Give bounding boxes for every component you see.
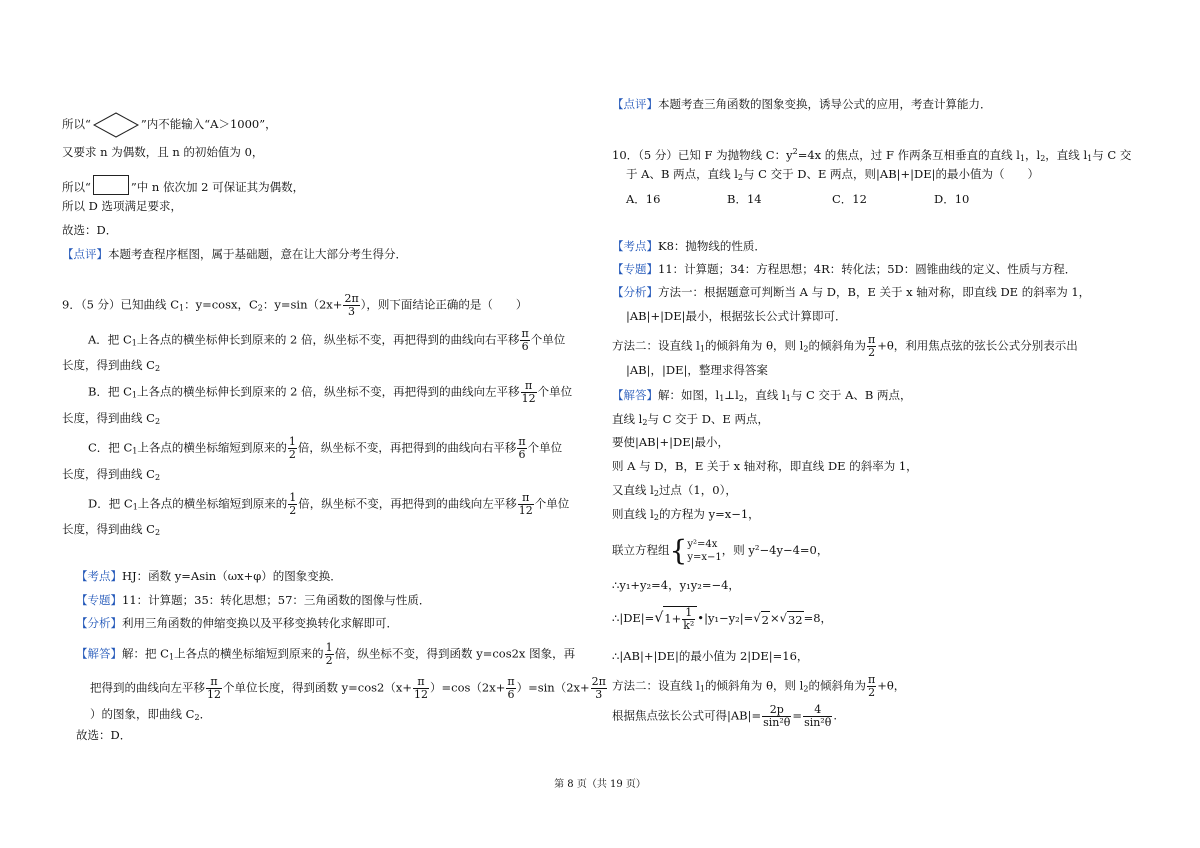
fraction [520, 328, 529, 353]
sqrt-icon: √ [654, 610, 664, 626]
fraction [288, 492, 297, 517]
den: 12 [521, 392, 536, 405]
sub: 2 [257, 303, 263, 313]
sub: 1 [1019, 153, 1026, 163]
fraction [506, 676, 515, 701]
radicand: 32 [787, 612, 803, 627]
sub: 1 [132, 446, 138, 456]
den: 2 [868, 686, 876, 699]
sub: 2 [642, 418, 648, 427]
num: π [518, 435, 526, 448]
option-10d: D．10 [934, 192, 970, 206]
den: 3 [595, 688, 603, 701]
option-c-cont [62, 466, 160, 486]
equation: y²=4x [687, 539, 718, 550]
option-10c: C．12 [832, 192, 867, 206]
option-b-cont [62, 410, 160, 430]
den: 2 [289, 504, 297, 517]
fenxi-10 [612, 284, 1090, 300]
text: 的倾斜角为 θ，则 l [704, 678, 804, 693]
line-l1 [62, 112, 277, 138]
sub: 2 [1040, 153, 1046, 163]
comment-tag: 【点评】 [62, 247, 108, 261]
sub: 1 [131, 338, 137, 348]
question-9 [62, 293, 527, 318]
jieda-9 [76, 642, 575, 667]
sqrt-icon: √ [779, 611, 787, 625]
text: 本题考查三角函数的图象变换，诱导公式的应用，考查计算能力． [658, 97, 992, 111]
num: π [598, 675, 606, 688]
text: 方法二：设直线 l [612, 338, 700, 353]
kaodian-9 [76, 568, 342, 584]
sqrt-icon: √ [753, 611, 761, 625]
num: 1 [682, 607, 695, 620]
text: A．把 C [88, 332, 132, 347]
fraction [867, 674, 876, 699]
comment-tag: 【点评】 [612, 97, 658, 111]
text: B．把 C [88, 384, 132, 399]
text: 个单位 [530, 332, 566, 347]
num: 2 [591, 675, 599, 688]
text: = [792, 708, 803, 723]
fenxi-9 [76, 615, 398, 631]
text: 上各点的横坐标伸长到原来的 2 倍，纵坐标不变，再把得到的曲线向左平移 [137, 384, 520, 399]
text: 联立方程组 [612, 543, 670, 557]
fenxi-10-line2: |AB|+|DE|最小，根据弦长公式计算即可． [626, 309, 847, 323]
text: 长度，得到曲线 C [62, 522, 155, 536]
fraction [206, 676, 222, 701]
num: π [351, 292, 359, 305]
text: 本题考查程序框图，属于基础题，意在让大部分考生得分． [108, 247, 407, 261]
text: •|y₁−y₂|= [697, 611, 754, 625]
choose-9: 故选：D． [76, 728, 132, 742]
option-a [88, 328, 565, 353]
text: 的倾斜角为 θ，则 l [704, 338, 804, 353]
option-b [88, 380, 572, 405]
jieda-10-line3: 要使|AB|+|DE|最小， [612, 435, 730, 449]
text: 个单位 [534, 496, 570, 511]
text: 与 C 交于 A、B 两点， [790, 388, 912, 402]
den: 6 [521, 340, 529, 353]
den: 6 [507, 688, 515, 701]
jieda-10-line8: ∴y₁+y₂=4，y₁y₂=−4， [612, 578, 740, 592]
text: ”内不能输入“A＞1000”， [140, 117, 277, 131]
text: 个单位长度，得到函数 y=cos2（x+ [223, 680, 412, 695]
text: 根据焦点弦长公式可得|AB|= [612, 708, 762, 723]
sub: 1 [1087, 153, 1093, 163]
line-l4: 所以 D 选项满足要求， [62, 199, 183, 213]
question-10 [612, 144, 1131, 167]
page-footer: 第 8 页（共 19 页） [554, 779, 646, 790]
num: 1 [325, 641, 333, 654]
den: 6 [518, 448, 526, 461]
text: ：y=sin（2x+ [262, 297, 343, 312]
text: 方法一：根据题意可判断当 A 与 D，B，E 关于 x 轴对称，即直线 DE 的斜率为 1， [658, 285, 1091, 299]
sub: 2 [154, 473, 161, 482]
den: 12 [207, 688, 221, 701]
kaodian-tag: 【考点】 [612, 239, 658, 253]
den: 12 [414, 688, 428, 701]
equation-system [687, 538, 721, 564]
text: 长度，得到曲线 C [62, 411, 155, 425]
text: ，直线 l [1045, 147, 1088, 162]
option-10a: A．16 [626, 192, 661, 206]
jieda-10-line2 [612, 411, 769, 431]
text: K8：抛物线的性质． [658, 239, 766, 253]
jieda-tag: 【解答】 [612, 388, 658, 402]
num: 2p [762, 704, 791, 717]
jieda-10-line9 [612, 606, 832, 632]
text: 上各点的横坐标缩短到原来的 [137, 496, 288, 511]
text: . [833, 708, 837, 723]
num: π [206, 676, 222, 689]
fraction [591, 676, 607, 701]
text: ：y=cosx，C [184, 297, 258, 312]
equation: y=x−1 [687, 552, 722, 563]
fenxi-tag: 【分析】 [612, 285, 658, 299]
sub: 1 [699, 344, 705, 354]
num: 2 [344, 292, 352, 305]
diamond-shape-icon [93, 112, 139, 138]
fraction [682, 607, 695, 632]
sub: 1 [699, 684, 705, 694]
text: 与 C 交 [1092, 147, 1132, 162]
option-10b: B．14 [727, 192, 762, 206]
line-l5: 故选：D． [62, 223, 118, 237]
sub: 1 [131, 390, 137, 400]
text: 解：把 C [122, 646, 169, 661]
num: 4 [803, 704, 832, 717]
sub: 2 [803, 344, 809, 354]
sup: 2 [792, 147, 798, 156]
radicand: 2 [761, 612, 769, 627]
text: 所以“ [62, 117, 91, 131]
num: 1 [289, 491, 297, 504]
num: π [507, 675, 515, 688]
text: ）=sin（2x+ [516, 680, 590, 695]
jieda-9-line3 [90, 706, 211, 726]
zhuanti-9 [76, 592, 430, 608]
comment-prev [612, 96, 992, 112]
fraction [521, 380, 537, 405]
sub: 2 [738, 394, 744, 403]
fraction [517, 436, 526, 461]
den: 2 [288, 448, 296, 461]
text: 上各点的横坐标缩短到原来的 [137, 440, 287, 455]
text: ”中 n 依次加 2 可保证其为偶数， [130, 180, 305, 194]
sub: 2 [803, 684, 809, 694]
kaodian-10 [612, 238, 766, 254]
text: 则直线 l [612, 507, 654, 521]
text: 与 C 交于 D、E 两点， [647, 412, 769, 426]
sub: 2 [194, 713, 200, 722]
text: =8， [803, 611, 833, 625]
text: 长度，得到曲线 C [62, 358, 155, 372]
sub: 2 [154, 364, 161, 373]
text: × [769, 611, 780, 625]
text: 于 A、B 两点，直线 l [626, 167, 738, 181]
text: 直线 l [612, 412, 643, 426]
fenxi-10-line4: |AB|，|DE|，整理求得答案 [626, 363, 768, 377]
text: 倍，纵坐标不变，得到函数 y=cos2x 图象，再 [334, 646, 576, 661]
text: 的倾斜角为 [808, 678, 866, 693]
text: 解：如图，l [658, 388, 720, 402]
text: 的方程为 y=x−1， [658, 507, 760, 521]
fraction [325, 642, 334, 667]
zhuanti-tag: 【专题】 [612, 262, 658, 276]
jieda-10-line7 [612, 534, 829, 567]
num: π [521, 327, 529, 340]
num: π [413, 676, 429, 689]
radicand [663, 606, 697, 632]
jieda-10-line5 [612, 482, 737, 502]
sub: 1 [785, 394, 791, 403]
text: ）的图象，即曲线 C [90, 707, 195, 721]
text: HJ：函数 y=Asin（ωx+φ）的图象变换． [122, 569, 342, 583]
text: 长度，得到曲线 C [62, 467, 155, 481]
den: 2 [868, 346, 876, 359]
sub: 1 [168, 652, 175, 662]
comment-l6 [62, 246, 407, 262]
zhuanti-10 [612, 261, 1076, 277]
text: 把得到的曲线向左平移 [90, 680, 205, 695]
line-l2: 又要求 n 为偶数，且 n 的初始值为 0， [62, 145, 264, 159]
kaodian-tag: 【考点】 [76, 569, 122, 583]
num: 1 [288, 435, 296, 448]
option-d-cont [62, 521, 160, 541]
text: +θ， [877, 678, 906, 693]
sub: 1 [179, 303, 185, 313]
den: sin²θ [804, 716, 832, 729]
option-d [88, 492, 569, 517]
num: π [867, 333, 876, 346]
brace-icon: { [669, 534, 688, 567]
text: 倍，纵坐标不变，再把得到的曲线向左平移 [298, 496, 517, 511]
fraction [867, 334, 876, 359]
text: 9．（5 分）已知曲线 C [62, 297, 179, 312]
fraction [343, 293, 359, 318]
question-10-cont [626, 166, 1039, 186]
den: k² [683, 619, 695, 632]
option-c [88, 436, 562, 461]
sub: 2 [653, 513, 659, 522]
process-box-icon [93, 175, 129, 195]
text: C．把 C [88, 440, 133, 455]
text: ，则 y²−4y−4=0， [721, 543, 829, 557]
text: 的倾斜角为 [808, 338, 866, 353]
text: ⊥l [724, 388, 739, 402]
text: 个单位 [537, 384, 573, 399]
fenxi-tag: 【分析】 [76, 616, 122, 630]
line-l3 [62, 175, 304, 195]
sub: 2 [154, 417, 161, 426]
fraction [803, 704, 832, 729]
text: 过点（1，0）， [658, 483, 737, 497]
sub: 2 [653, 489, 659, 498]
jieda-10-line11 [612, 674, 905, 699]
jieda-10-line12 [612, 704, 837, 729]
den: 12 [518, 504, 533, 517]
sub: 1 [719, 394, 725, 403]
jieda-10-line10: ∴|AB|+|DE|的最小值为 2|DE|=16， [612, 649, 809, 663]
text: 10．（5 分）已知 F 为抛物线 C：y [612, 147, 793, 162]
fraction [413, 676, 429, 701]
text: 利用三角函数的伸缩变换以及平移变换转化求解即可． [122, 616, 398, 630]
text: 又直线 l [612, 483, 654, 497]
text: ），则下面结论正确的是（ ） [360, 297, 528, 312]
den: 2 [325, 654, 333, 667]
text: ∴|DE|= [612, 611, 655, 625]
text: 11：计算题；35：转化思想；57：三角函数的图像与性质． [122, 593, 431, 607]
text: +θ，利用焦点弦的弦长公式分别表示出 [877, 338, 1078, 353]
text: =4x 的焦点，过 F 作两条互相垂直的直线 l [797, 147, 1020, 162]
sub: 2 [737, 173, 743, 182]
text: ． [199, 707, 212, 721]
text: ，直线 l [743, 388, 786, 402]
num: π [867, 673, 876, 686]
fraction [762, 704, 791, 729]
text: 11：计算题；34：方程思想；4R：转化法；5D：圆锥曲线的定义、性质与方程． [658, 262, 1077, 276]
text: 个单位 [527, 440, 563, 455]
num: π [518, 492, 534, 505]
text: 与 C 交于 D、E 两点，则|AB|+|DE|的最小值为（ ） [743, 167, 1040, 181]
text: 倍，纵坐标不变，再把得到的曲线向右平移 [297, 440, 517, 455]
text: ，l [1025, 147, 1041, 162]
text: 上各点的横坐标伸长到原来的 2 倍，纵坐标不变，再把得到的曲线向右平移 [136, 332, 520, 347]
den: sin²θ [763, 716, 791, 729]
fraction [288, 436, 297, 461]
option-a-cont [62, 357, 160, 377]
text: D．把 C [88, 496, 133, 511]
jieda-10-line4: 则 A 与 D，B，E 关于 x 轴对称，即直线 DE 的斜率为 1， [612, 459, 918, 473]
sub: 2 [154, 528, 161, 537]
sub: 1 [132, 502, 138, 512]
text: 上各点的横坐标缩短到原来的 [174, 646, 324, 661]
text: 方法二：设直线 l [612, 678, 700, 693]
jieda-10-line6 [612, 506, 760, 526]
text: 1+ [664, 611, 682, 626]
text: 所以“ [62, 180, 91, 194]
den: 3 [348, 305, 356, 318]
zhuanti-tag: 【专题】 [76, 593, 122, 607]
jieda-10 [612, 387, 912, 407]
jieda-tag: 【解答】 [76, 646, 122, 661]
text: ）=cos（2x+ [430, 680, 506, 695]
jieda-9-line2 [90, 676, 608, 701]
num: π [521, 380, 537, 393]
fenxi-10-line3 [612, 334, 1078, 359]
fraction [518, 492, 534, 517]
